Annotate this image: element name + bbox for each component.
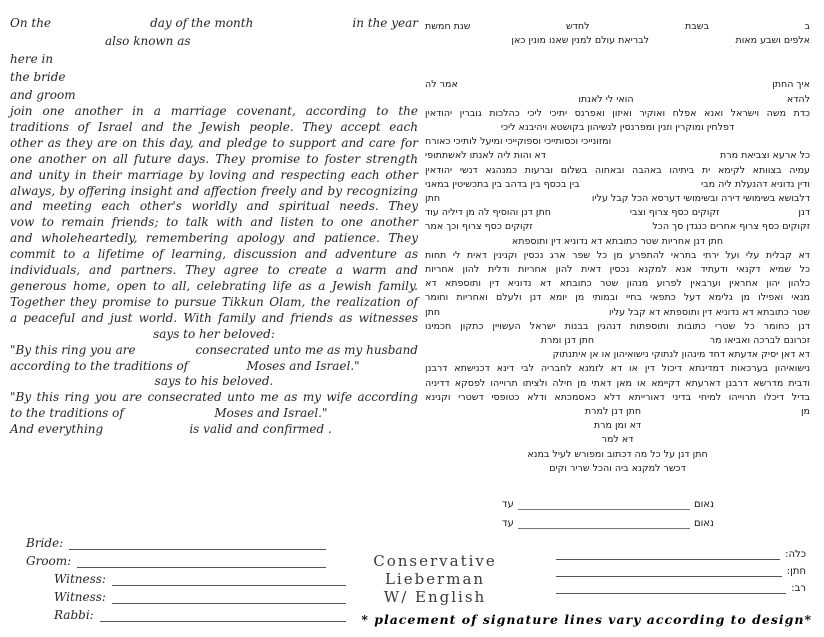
hebrew-line: דא ומן מרת <box>593 420 642 432</box>
witness-ed-label: עד <box>502 518 514 529</box>
english-body-line: always, by offering insight and affection freely and by recognizing <box>10 183 418 198</box>
her-vow-text: according to the traditions of <box>10 358 189 373</box>
english-body-line: and unity in their marriage by loving and respecting each other <box>10 167 418 182</box>
date-line-day-of-month: day of the month <box>150 16 254 30</box>
hebrew-line: מן חתן דנן למרת <box>584 406 810 418</box>
his-vow-text: to the traditions of <box>10 406 124 421</box>
hebrew-line: ומזונייכי וכסותייכי וספוקייכי ומיעל לותיכי כאורח <box>425 136 612 148</box>
placement-footnote: * placement of signature lines vary according to design* <box>361 612 812 627</box>
english-body-line: a peaceful and just world. With family and friends as witnesses <box>10 310 418 325</box>
english-signature-block <box>26 536 326 626</box>
hebrew-line: חתן דנן על כל מה דכתוב ומפורש לעיל במנא <box>527 448 708 460</box>
his-vow-intro: says to his beloved. <box>154 374 274 389</box>
hebrew-signature-block <box>556 548 806 599</box>
english-body-line: generous home, open to all, celebrating life as a Jewish family. <box>10 278 418 293</box>
witness-label: Witness: <box>54 572 106 586</box>
hebrew-line: זקוקים כסף צרוף אחרים כנגדן סך הכל זקוקים כסף צרוף וכך אמר <box>425 221 810 233</box>
hebrew-line: מנאי ואפילו מן גלימא דעל כתפאי בחיי ובמותי מן יומא דנן ולעלם ואחריות וחומר <box>425 292 810 304</box>
her-vow-line <box>10 343 418 359</box>
hebrew-line: חתן דנן אחריות שטר כתובתא דא נדוניא דין ותוספתא <box>511 235 724 247</box>
her-vow-intro: says to her beloved: <box>153 326 275 341</box>
hebrew-line: איך החתן אמר לה <box>425 79 810 91</box>
kallah-signature-line <box>556 548 780 560</box>
rav-label: רב: <box>791 583 806 594</box>
hebrew-line: כל ארעא וצביאת מרת דא והות ליה לאנתו לאשתתופי <box>425 150 810 162</box>
confirmation-text: is valid and confirmed . <box>189 422 332 437</box>
chatan-signature-line <box>556 565 782 577</box>
hebrew-line: בדיל דיכלו תרוייהו למיחי בדיני דאורייתא דלא כאסמכתא ודלא כטופסי דשטרי וקנינא <box>425 391 810 403</box>
here-in-line: here in <box>10 52 54 66</box>
date-line <box>10 14 418 32</box>
his-vow-line: "By this ring you are consecrated unto me as my wife according <box>10 390 418 405</box>
her-vow-text: "By this ring you are <box>10 342 136 357</box>
hebrew-line: דלבושא בשימושי דירה ובשימושי דערסא הכל קבל עליו חתן <box>425 193 810 205</box>
english-body-line: and wholeheartedly, remembering apology and patience. They <box>10 231 418 246</box>
her-vow-text: Moses and Israel." <box>246 358 360 373</box>
hebrew-line: כל שמיא דקנאי ודעתיד אנא למקנא נכסין דאית להון אחריות ודלית להון אחריות <box>425 264 810 276</box>
hebrew-line: זכרונם לברכה ואביאו מר חתן דנן ומרת <box>540 335 810 347</box>
hebrew-line: ודבית מדרשא דרבנן דארעתא דקיימא או מאן דאתי מן חילה ולציתו תרוייהו לפסקא דדיניה <box>425 377 810 389</box>
witness-signature-row <box>54 572 346 586</box>
bride-label: Bride: <box>26 536 64 550</box>
also-known-as-line: also known as <box>105 34 191 48</box>
english-body-line: Together they promise to pursue Tikkun Olam, the realization of <box>10 294 418 309</box>
hebrew-line: דפלחין ומוקרין וזנין ומפרנסין לנשיהון בקושטא ויהיבנא ליכי <box>500 122 735 134</box>
witness-declared-label: נאום <box>693 499 714 510</box>
witness-declared-label: נאום <box>693 518 714 529</box>
design-title <box>330 552 540 606</box>
kallah-label: כלה: <box>785 549 806 560</box>
english-body-line: and meeting each other's worldly and spiritual needs. They <box>10 199 418 214</box>
and-groom-line: and groom <box>10 88 76 102</box>
hebrew-date-line: ב בשבת לחדש שנת חמשת <box>425 21 810 32</box>
rav-signature-line <box>556 582 786 594</box>
witness-signature-line <box>518 498 690 510</box>
rabbi-signature-line <box>100 609 346 622</box>
hebrew-line: נישואיהון בערכאות דמדינתא דיכול דין או דא לזמנא לחבריה לבי דינא דכנישתא דרבנן <box>425 363 810 375</box>
witness-signature-line <box>112 591 346 604</box>
english-text-block <box>10 14 418 438</box>
hebrew-line: דנן כחומר כל שטרי כתובות ותוספתות דנהגין בבנות ישראל העשויין כתקון חכמינו <box>425 320 810 332</box>
hebrew-text-block <box>425 20 810 476</box>
bride-signature-row <box>26 536 326 550</box>
hebrew-line: אלפים ושבע מאות לבריאת עולם למנין שאנו מונין כאן <box>511 35 810 47</box>
hebrew-line: דנן זקוקים כסף צרוף וצבי חתן דנן והוסיף לה מן דיליה עוד <box>425 207 810 219</box>
bride-signature-line <box>69 537 326 550</box>
date-line-in-the-year: in the year <box>352 16 418 30</box>
english-body-line: traditions of Israel and the Jewish people. They accept each <box>10 119 418 134</box>
his-vow-line <box>10 406 418 422</box>
chatan-signature-row <box>556 565 806 577</box>
rabbi-label: Rabbi: <box>54 608 94 622</box>
rav-signature-row <box>556 582 806 594</box>
confirmation-line <box>10 422 418 438</box>
hebrew-witness-block <box>502 498 714 536</box>
english-body-line: other as they are on this day, and pledge to support and care for <box>10 135 418 150</box>
hebrew-line: ודין נדוניא דהנעלת ליה מבי בין בכסף בין בדהב בין בתכשיטין במאני <box>425 178 810 190</box>
hebrew-line: דא למר <box>601 434 634 446</box>
confirmation-text: And everything <box>10 422 104 437</box>
hebrew-witness-row <box>502 498 714 510</box>
hebrew-line: שטר כתובתא דא נדוניא דין ותוספתא דא קבל עליו חתן <box>425 306 810 318</box>
his-vow-text: Moses and Israel." <box>214 406 328 421</box>
design-title-line2: W/ English <box>383 588 487 606</box>
witness-signature-line <box>518 517 690 529</box>
witness-ed-label: עד <box>502 499 514 510</box>
groom-signature-line <box>77 555 326 568</box>
her-vow-text: consecrated unto me as my husband <box>195 342 418 357</box>
hebrew-line: דכשר למקנא ביה והכל שריר וקים <box>549 462 686 474</box>
chatan-label: חתן: <box>786 566 806 577</box>
kallah-signature-row <box>556 548 806 560</box>
groom-signature-row <box>26 554 326 568</box>
english-body-line: vow to remain friends; to talk with and listen to one another <box>10 215 418 230</box>
rabbi-signature-row <box>54 608 346 622</box>
witness-signature-row <box>54 590 346 604</box>
hebrew-line: דא דאן יסיק אדעתא דחד מינהון לנתוקי נישואיהון או אן איתנתוק <box>552 349 810 361</box>
the-bride-line: the bride <box>10 70 66 84</box>
hebrew-line: דא קבלית עלי ועל ירתי בתראי להתפרע מן כל שפר ארג נכסין וקנינין דאית לי תחות <box>425 249 810 261</box>
groom-label: Groom: <box>26 554 72 568</box>
hebrew-line: כלהון יהון אחראין וערבאין לפרוע מנהון שטר כתובתא דא נדוניא דין ותוספתא דא <box>425 278 810 290</box>
her-vow-line <box>10 359 418 375</box>
hebrew-line: עמיה בצוותא לקימא ית ביתיהו באהבה ובאחוה בשלום וברעות כמנהגא דנשי יהודאין <box>425 164 810 176</box>
english-body-line: one another on all future days. They promise to foster strength <box>10 151 418 166</box>
witness-signature-line <box>112 573 346 586</box>
design-title-line1: Conservative Lieberman <box>373 552 497 588</box>
hebrew-line: להדא הואי לי לאנתו <box>578 93 810 105</box>
hebrew-line: כדת משה וישראל ואנא אפלח ואוקיר ואיזון ואפרנס יתיכי ליכי כהלכות גוברין יהודאין <box>425 107 810 119</box>
witness-label: Witness: <box>54 590 106 604</box>
date-line-on-the: On the <box>10 16 52 30</box>
hebrew-witness-row <box>502 517 714 529</box>
english-body-line: individuals, and partners. They agree to create a warm and <box>10 263 418 278</box>
english-body-line: join one another in a marriage covenant, according to the <box>10 104 418 118</box>
english-body-line: commit to a lifetime of learning, discussion and adventure as <box>10 247 418 262</box>
